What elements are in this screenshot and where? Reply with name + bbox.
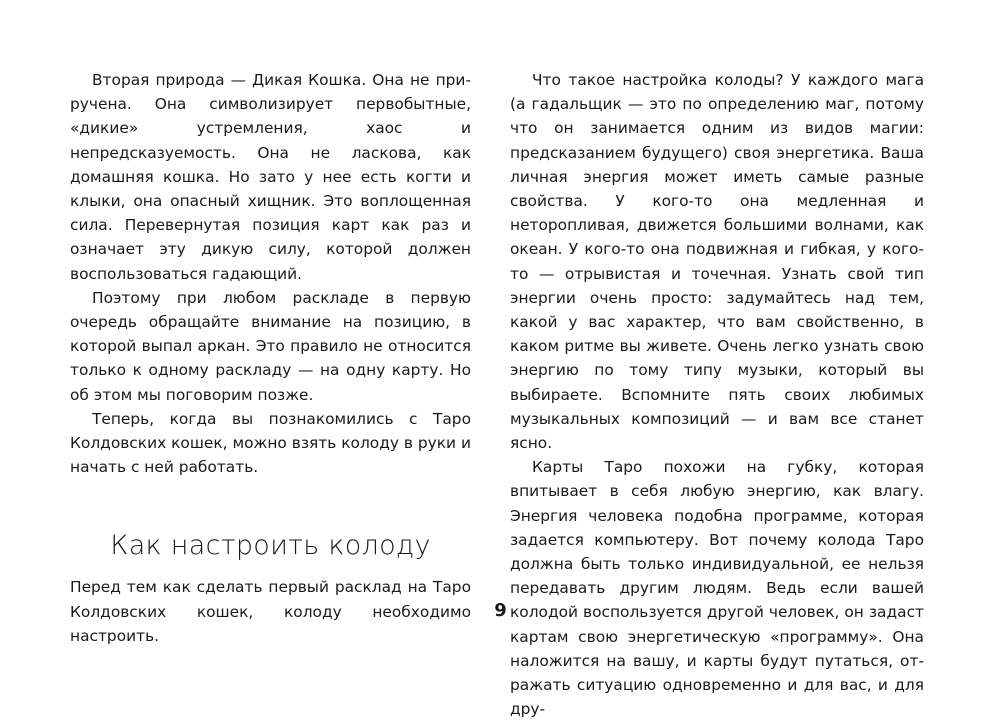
paragraph-position-attention: Поэтому при любом раскладе в первую очередь обращайте внимание на позицию, в которой выпал аркан. Это правило не относится только к одному раскладу — на одну карту. Но об этом мы поговорим позже. [70,288,471,404]
paragraph-wild-cat: Вторая природа — Дикая Кошка. Она не приручена. Она символизирует первобытные, «дикие» устремления, хаос и непредсказуемость. Она не ласкова, как домашняя кошка. Но зато у нее есть когти и клыки, она опасный хищник. Это воплощенная сила. Перевернутая позиция карт как раз и означает эту дикую силу, которой должен воспользоваться гадающий. [70,71,471,283]
paragraph-deck-tuning: Что такое настройка колоды? У каждого мага (а гадальщик — это по определению маг, потому что он занимается одним из видов магии: предсказанием будущего) своя энергетика. Ваша личная энергия может иметь самые разные свойства. У кого-то она медленная и неторопливая, движется большими волнами, как океан. У кого-то она подвижная и гибкая, у кого-то — отрывистая и точечная. Узнать свой тип энергии очень просто: задумайтесь над тем, какой у вас характер, что вам свойственно, в каком ритме вы живете. Очень легко узнать свою энергию по тому типу музыки, который вы выбираете. Вспомните пять своих любимых музыкальных композиций — и вам все станет ясно. [510,71,924,453]
section-heading: Как настроить колоду [110,530,431,562]
paragraph-start-working: Теперь, когда вы познакомились с Таро Колдовских кошек, можно взять колоду в руки и начать с ней работать. [70,409,471,477]
paragraph-deck-setup-intro: Перед тем как сделать первый расклад на Таро Колдовских кошек, колоду необходимо настроить. [70,578,471,645]
left-column [70,68,471,648]
paragraph-sponge: Карты Таро похожи на губку, которая впитывает в себя любую энергию, как влагу. Энергия человека подобна программе, которая задается компьютеру. Вот почему колода Таро должна быть только индивидуальной, ее нельзя передавать другим людям. Ведь если вашей колодой воспользуется другой человек, он задаст картам свою энергетическую «программу». Она наложится на вашу, и карты будут путаться, отражать ситуацию одновременно и для вас, и для дру- [510,458,924,719]
right-column [510,68,924,721]
page-number: 9 [494,600,507,621]
